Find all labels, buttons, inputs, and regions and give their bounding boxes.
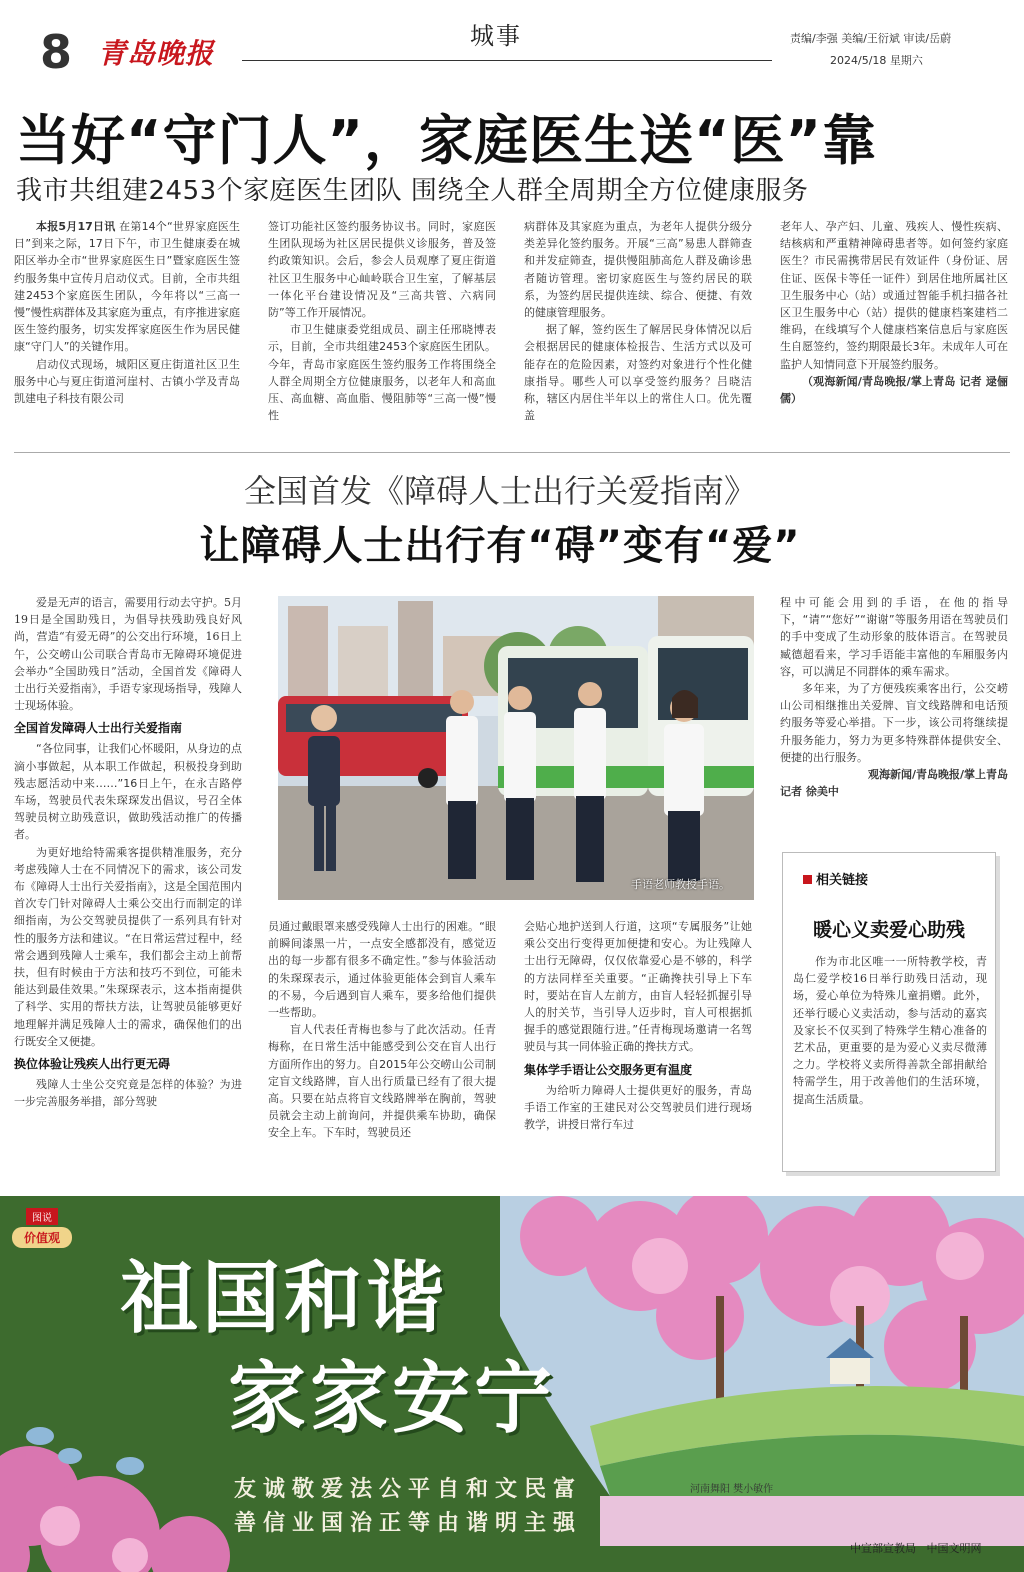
- article2-subhead2: 换位体验让残疾人出行更无碍: [14, 1057, 171, 1072]
- article2-c3: 会贴心地护送到人行道，这项“专属服务”让她乘公交出行变得更加便捷和安心。为让残障人士出行无障碍，仅仅依靠爱心是不够的，科学的方法同样至关重要。“正确搀扶引导上下车时，要站在盲人左前方，由盲人轻轻抓握引导人的肘关节，当引导人迈步时，盲人可根据抓握手的感觉跟随行进。”任青梅现场邀请一名驾驶员与其一同体验正确的搀扶方式。: [524, 920, 752, 1054]
- red-square-icon: [803, 875, 812, 884]
- article1-col2: [268, 218, 496, 424]
- article1-headline: 当好“守门人”，家庭医生送“医”靠: [16, 109, 877, 172]
- page-number: 8: [40, 25, 73, 79]
- article2-kicker: 全国首发《障碍人士出行关爱指南》: [243, 472, 756, 510]
- related-link-tag: [803, 869, 868, 888]
- article2-col4: [780, 594, 1008, 800]
- article1-subheadline: 我市共组建2453个家庭医生团队 围绕全人群全周期全方位健康服务: [16, 176, 809, 206]
- article2-c3b: 为给听力障碍人士提供更好的服务，青岛手语工作室的王建民对公交驾驶员们进行现场教学，讲授日常行车过: [524, 1083, 752, 1132]
- article2-subhead3: 集体学手语让公交服务更有温度: [524, 1062, 693, 1077]
- article2-subhead1: 全国首发障碍人士出行关爱指南: [14, 721, 183, 736]
- article1-col2-text: 签订功能社区签约服务协议书。同时，家庭医生团队现场为社区居民提供义诊服务，普及签约政策知识。会后，参会人员观摩了夏庄街道社区卫生服务中心屾岭联合卫生室，了解基层一体化平台建设情况及“三高共管、六病同防”等工作开展情况。: [268, 220, 496, 320]
- org-1: 中宣部宣教局: [850, 1542, 916, 1555]
- core-values-line2: 善信业国治正等由谐明主强: [234, 1510, 583, 1536]
- sidebar-body-text: 作为市北区唯一一所特教学校，青岛仁爱学校16日举行助残日活动，现场，爱心单位为特殊儿童捐赠。此外，还举行暖心义卖活动，参与活动的嘉宾及家长不仅买到了特殊学生精心准备的艺术品，更重要的是为爱心义卖尽微薄之力。学校将义卖所得善款全部捐献给特需学生，用于改善他们的生活环境，提高生活质量。: [793, 955, 987, 1106]
- article2-p1: “各位同事，让我们心怀暖阳，从身边的点滴小事做起，从本职工作做起，积极投身到助残志愿活动中来……”16日上午，在永吉路停车场，驾驶员代表朱琛琛发出倡议，号召全体驾驶员树立助残意识，做助残活动推广的传播者。: [14, 742, 242, 842]
- org-2: 中国文明网: [926, 1542, 982, 1555]
- sidebar-title: 暖心义卖爱心助残: [812, 919, 965, 941]
- related-link-box: [782, 852, 996, 1172]
- article2-p2: 为更好地给特需乘客提供精准服务，充分考虑残障人士在不同情况下的需求，该公司发布《障碍人士出行关爱指南》，这是全国范围内首次专门针对障碍人士乘公交出行而制定的详细指南，为公交驾驶员提供了一系列具有针对性的服务方法和建议。“在日常运营过程中，经常会遇到残障人士乘车，我们都会主动上前帮扶，但有时候由于方法和技巧不到位，可能未能达到最佳效果。”朱琛琛表示，这本指南提供了科学、实用的帮扶方法，让驾驶员能够更好地理解并满足残障人士的需求，确保他们的出行既安全又便捷。: [14, 845, 242, 1048]
- article2-c2: 员通过戴眼罩来感受残障人士出行的困难。“眼前瞬间漆黑一片，一点安全感都没有，感觉迈出的每一步都有很多不确定性。”参与体验活动的朱琛琛表示，通过体验更能体会到盲人乘车的不易，今后遇到盲人乘车，要多给他们提供一些帮助。: [268, 920, 496, 1020]
- article2-col3: [524, 918, 752, 1133]
- article2-headline: 让障碍人士出行有“碍”变有“爱”: [199, 523, 801, 569]
- issue-date: 2024/5/18 星期六: [830, 54, 923, 67]
- editor-credits: 责编/李强 美编/王衍斌 审读/岳蔚: [790, 32, 952, 45]
- article2-lead: 爱是无声的语言，需要用行动去守护。5月19日是全国助残日，为倡导扶残助残良好风尚，营造“有爱无碍”的公交出行环境，16日上午，公交崂山公司联合青岛市无障碍环境促进会举办“全国助残日”活动，全国首发《障碍人士出行关爱指南》，手语专家现场指导，残障人士现场体验。: [14, 596, 242, 713]
- article1-col1b-text: 启动仪式现场，城阳区夏庄街道社区卫生服务中心与夏庄街道河崖村、古镇小学及青岛凯建电子科技有限公司: [14, 357, 240, 406]
- article2-c2b: 盲人代表任青梅也参与了此次活动。任青梅称，在日常生活中能感受到公交在盲人出行方面所作出的努力。自2015年公交崂山公司制定盲文线路牌，盲人出行质量已经有了很大提高。只要在站点将盲文线路牌举在胸前，驾驶员就会主动上前询问，并提供乘车协助，确保安全上车。下车时，驾驶员还: [268, 1023, 496, 1140]
- article1-col2b-text: 市卫生健康委党组成员、副主任邢晓博表示，目前，全市共组建2453个家庭医生团队。今年，青岛市家庭医生签约服务工作将围绕全人群全周期全方位健康服务，以老年人和高血压、高血糖、高血脂、慢阻肺等“三高一慢”慢性: [268, 323, 496, 423]
- values-badge: [12, 1208, 72, 1248]
- article1-col3-text: 病群体及其家庭为重点，为老年人提供分级分类差异化签约服务。开展“三高”易患人群筛查和并发症筛查，提供慢阻肺高危人群及确诊患者随访管理。密切家庭医生与签约居民的联系，为签约居民提供连续、综合、便捷、有效的健康管理服务。: [524, 220, 752, 320]
- related-link-tag-text: 相关链接: [816, 873, 869, 888]
- values-banner: [0, 1196, 1024, 1572]
- banner-title-line1: 祖国和谐: [120, 1254, 449, 1344]
- article2-col1: [14, 594, 242, 1110]
- section-title: 城事: [470, 22, 522, 50]
- article-divider: [14, 452, 1010, 453]
- header-rule: [242, 60, 772, 61]
- banner-title-line2: 家家安宁: [228, 1354, 557, 1444]
- article1-lead-tag: 本报5月17日讯: [36, 220, 116, 233]
- news-photo: [278, 596, 754, 900]
- article1-col4-text: 老年人、孕产妇、儿童、残疾人、慢性疾病、结核病和严重精神障碍患者等。如何签约家庭医生？市民需携带居民有效证件（身份证、居住证、医保卡等任一证件）到居住地所属社区卫生服务中心（站）或通过智能手机扫描各社区卫生服务中心（站）提供的健康档案建档二维码，在线填写个人健康档案信息后与家庭医生自愿签约，签约期限最长3年。未成年人可在监护人知情同意下开展签约服务。: [780, 220, 1008, 371]
- article1-col1: [14, 218, 240, 407]
- article2-c4: 程中可能会用到的手语，在他的指导下，“请”“您好”“谢谢”等服务用语在驾驶员们的手中变成了生动形象的肢体语言。在驾驶员臧德超看来，学习手语能丰富他的车厢服务内容，可以满足不同群体的乘车需求。: [780, 596, 1008, 678]
- badge-bottom: 价值观: [12, 1227, 72, 1248]
- article1-credit: （观海新闻/青岛晚报/掌上青岛 记者 逯俪儒）: [780, 374, 1008, 406]
- badge-top: 图说: [26, 1208, 58, 1225]
- article2-credit2: 记者 徐美中: [780, 785, 839, 799]
- masthead-logo: 青岛晚报: [98, 37, 215, 70]
- core-values-line1: 友诚敬爱法公平自和文民富: [234, 1476, 583, 1502]
- article2-c4b: 多年来，为了方便残疾乘客出行，公交崂山公司相继推出关爱牌、盲文线路牌和电话预约服务等爱心举措。下一步，该公司将继续提升服务能力，努力为更多特殊群体提供安全、便捷的出行服务。: [780, 682, 1008, 764]
- article2-credit1: 观海新闻/青岛晚报/掌上青岛: [867, 768, 1008, 782]
- article1-col1-text: 在第14个“世界家庭医生日”到来之际，17日下午，市卫生健康委在城阳区举办全市“世界家庭医生日”暨家庭医生签约服务集中宣传月启动仪式。目前，全市共组建2453个家庭医生团队，今年将以“三高一慢”慢性病群体及其家庭为重点，有序推进家庭医生签约服务，切实发挥家庭医生作为居民健康“守门人”的关键作用。: [14, 220, 240, 354]
- banner-orgs: [850, 1540, 982, 1556]
- bus-depot-photo: [278, 596, 754, 900]
- article1-col4: [780, 218, 1008, 407]
- sidebar-body: [793, 953, 987, 1108]
- art-credit: 河南舞阳 樊小敏作: [690, 1484, 774, 1495]
- article2-p3: 残障人士坐公交究竟是怎样的体验？为进一步完善服务举措，部分驾驶: [14, 1078, 242, 1109]
- article1-col3b-text: 据了解，签约医生了解居民身体情况以后会根据居民的健康体检报告、生活方式以及可能存在的危险因素，对签约对象进行个性化健康指导。哪些人可以享受签约服务？吕晓洁称，辖区内居住半年以上的常住人口。优先覆盖: [524, 323, 752, 423]
- article2-col2: [268, 918, 496, 1142]
- article1-col3: [524, 218, 752, 424]
- photo-caption: 手语老师教授手语。: [631, 878, 730, 891]
